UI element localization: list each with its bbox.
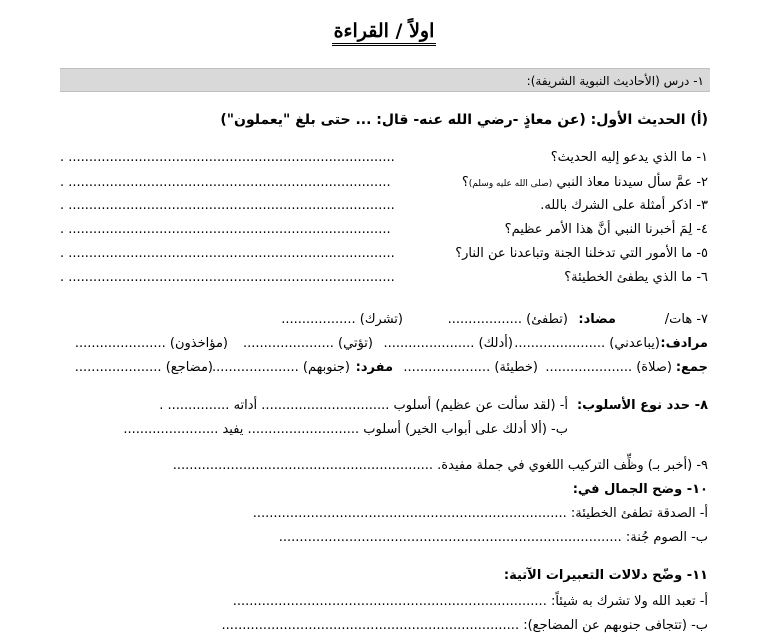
q11-a: أ- تعبد الله ولا تشرك به شيئاً: ............................................................................ xyxy=(232,594,708,609)
q10-b: ب- الصوم جُنة: ................................................................................... xyxy=(278,530,708,545)
q9: ٩- (أخبر بـ) وظِّف التركيب اللغوي في جملة مفيدة. ............................................................... xyxy=(172,458,708,473)
q11-label: ١١- وضّح دلالات التعبيرات الآتية: xyxy=(503,568,708,583)
question-2: ٢- عمَّ سأل سيدنا معاذ النبي (صلى الله عليه وسلم)؟ . .............................................................................. xyxy=(60,175,708,190)
q7-synonym-2: (أدلك) ...................... xyxy=(383,336,513,351)
q7-plural-1: (صلاة) ..................... xyxy=(545,360,672,375)
q7-plural-label: جمع: xyxy=(675,360,708,375)
question-6: ٦- ما الذي يطفئ الخطيئة؟ . ............................................................................... xyxy=(60,270,708,285)
q7-antonym-label: مضاد: xyxy=(578,312,616,327)
question-3: ٣- اذكر أمثلة على الشرك بالله. . ............................................................................... xyxy=(60,198,708,213)
question-1: ١- ما الذي يدعو إليه الحديث؟ . ............................................................................... xyxy=(60,150,708,165)
q7-synonym-4: (مؤاخذون) ...................... xyxy=(74,336,228,351)
q10-label: ١٠- وضح الجمال في: xyxy=(572,482,708,497)
q8-label: ٨- حدد نوع الأسلوب: xyxy=(576,398,708,413)
q7-label: ٧- هات/ xyxy=(664,312,708,327)
q11-b: ب- (تتجافى جنوبهم عن المضاجع): ........................................................................ xyxy=(221,618,708,633)
q8-b: ب- (ألا أدلك على أبواب الخير) أسلوب ........................... يفيد ....................... xyxy=(123,422,568,437)
page-title: اولاً / القراءة xyxy=(0,20,768,42)
q7-plural-2: (خطيئة) ..................... xyxy=(403,360,538,375)
question-5: ٥- ما الأمور التي تدخلنا الجنة وتباعدنا عن النار؟ . ............................................................................... xyxy=(60,246,708,261)
q7-singular-label: مفرد: xyxy=(355,360,393,375)
q7-plural-3: (جنوبهم) ..................... xyxy=(212,360,350,375)
q10-a: أ- الصدقة تطفئ الخطيئة: ............................................................................ xyxy=(252,506,708,521)
section-header: ١- درس (الأحاديث النبوية الشريفة): xyxy=(60,68,710,92)
hadith-heading: (أ) الحديث الأول: (عن معاذٍ -رضي الله عنه- قال: ... حتى بلغ "يعملون") xyxy=(220,112,708,128)
question-4: ٤- لِمَ أخبرنا النبي أنَّ هذا الأمر عظيم؟ . .............................................................................. xyxy=(60,222,708,237)
q7-singular-1: (مضاجع) ..................... xyxy=(74,360,213,375)
q7-synonym-label: مرادف: xyxy=(660,336,708,351)
q7-antonym-1: (تطفئ) .................. xyxy=(447,312,568,327)
q7-antonym-2: (تشرك) .................. xyxy=(281,312,403,327)
q7-synonym-3: (تؤتي) ...................... xyxy=(243,336,373,351)
q8-a: أ- (لقد سألت عن عظيم) أسلوب ............................... أداته ............... . xyxy=(159,398,568,413)
q7-synonym-1: (يباعدني) ...................... xyxy=(514,336,660,351)
